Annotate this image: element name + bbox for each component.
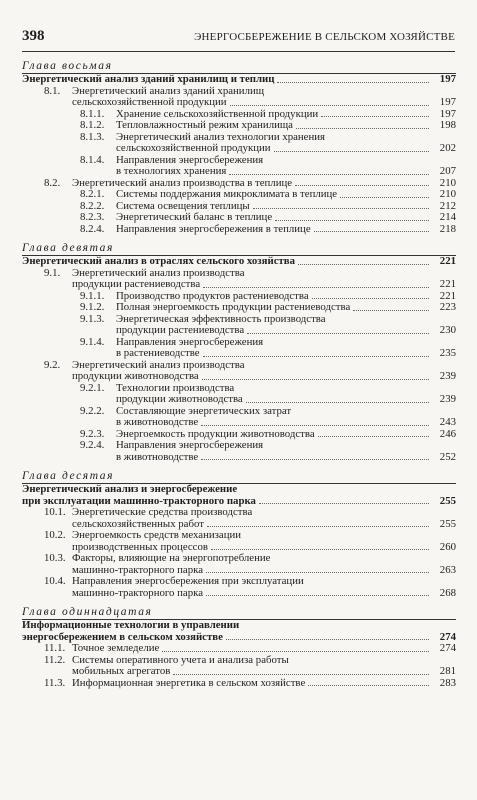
entry-number: 8.1.2. <box>80 119 105 131</box>
entry-number: 11.2. <box>44 653 66 666</box>
dot-leader <box>274 151 429 152</box>
entry-number: 8.2.1. <box>80 188 105 200</box>
entry-text: Информационные технологии в управлении <box>22 619 240 631</box>
chapter <box>22 242 456 463</box>
entry-text: 8.1.3. Энергетический анализ технологии хранения <box>80 130 325 143</box>
entry-text: 8.1.1. Хранение сельскохозяйственной продукции <box>80 107 319 120</box>
chapter <box>22 470 456 599</box>
entry-number: 10.1. <box>44 506 66 518</box>
dot-leader <box>340 197 429 198</box>
page-ref: 230 <box>439 324 456 336</box>
dot-leader <box>229 174 429 175</box>
entry-text: 8.1.4. Направления энергосбережения <box>80 153 264 166</box>
chapter-title: Глава девятая <box>22 242 456 256</box>
entry-text: Энергетический анализ и энергосбережение <box>22 483 238 495</box>
section-entry <box>22 507 456 530</box>
page-header <box>22 28 455 48</box>
entry-number: 9.1.3. <box>80 312 105 325</box>
entry-text: 9.2.3. Энергоемкость продукции животноводства <box>80 427 315 440</box>
entry-text: 9.2.4. Направления энергосбережения <box>80 439 264 451</box>
page-ref: 197 <box>439 73 456 85</box>
entry-text: 10.3. Факторы, влияющие на энергопотребление <box>44 552 271 564</box>
section-entry-line <box>44 678 456 690</box>
entry-number: 11.3. <box>44 676 66 689</box>
entry-text: продукции животноводства <box>116 393 243 405</box>
page-ref: 246 <box>439 427 456 440</box>
dot-leader <box>230 105 429 106</box>
entry-text: сельскохозяйственной продукции <box>72 96 227 108</box>
dot-leader <box>173 674 429 675</box>
page-ref: 202 <box>439 142 456 154</box>
entry-text: в технологиях хранения <box>116 165 227 177</box>
dot-leader <box>247 333 429 334</box>
page-ref: 221 <box>439 289 456 302</box>
entry-text: Энергетический анализ в отраслях сельского хозяйства <box>22 255 296 267</box>
subsection-entry <box>22 440 456 463</box>
entry-text: 11.2. Системы оперативного учета и анализа работы <box>44 653 289 666</box>
entry-number: 10.2. <box>44 529 66 541</box>
entry-number: 8.2.3. <box>80 211 105 223</box>
subsection-entry-line <box>80 224 456 236</box>
entry-number: 9.1.4. <box>80 335 105 348</box>
header-rule <box>22 51 455 52</box>
dot-leader <box>277 82 429 83</box>
entry-text: 9.1.3. Энергетическая эффективность производства <box>80 312 326 325</box>
entry-text: в животноводстве <box>116 416 199 428</box>
entry-text: машинно-тракторного парка <box>72 563 203 576</box>
entry-number: 9.1.2. <box>80 301 105 313</box>
entry-text: 8.1.2. Тепловлажностный режим хранилища <box>80 119 293 131</box>
subsection-entry <box>22 383 456 406</box>
dot-leader <box>211 549 429 550</box>
entry-text: мобильных агрегатов <box>72 665 171 677</box>
section-entry <box>22 553 456 576</box>
dot-leader <box>321 116 429 117</box>
page-ref: 210 <box>439 176 456 189</box>
page-ref: 239 <box>439 370 456 382</box>
page-ref: 274 <box>439 642 456 654</box>
page-ref: 198 <box>439 119 456 131</box>
entry-number: 8.2. <box>44 176 61 189</box>
dot-leader <box>259 503 429 504</box>
page-ref: 197 <box>439 107 456 120</box>
dot-leader <box>202 379 429 380</box>
dot-leader <box>308 685 429 686</box>
page-ref: 260 <box>439 540 456 553</box>
entry-text: при эксплуатации машинно-тракторного парка <box>22 494 256 507</box>
dot-leader <box>207 526 429 527</box>
entry-text: сельскохозяйственных работ <box>72 517 204 530</box>
page-ref: 268 <box>439 586 456 599</box>
dot-leader <box>203 287 429 288</box>
table-of-contents <box>22 60 456 689</box>
entry-text: продукции растениеводства <box>116 324 245 336</box>
entry-number: 10.3. <box>44 552 66 564</box>
entry-text: 8.2.3. Энергетический баланс в теплице <box>80 211 273 223</box>
section-entry <box>22 576 456 599</box>
entry-text: в растениеводстве <box>116 347 200 359</box>
subsection-entry <box>22 337 456 360</box>
page-ref: 274 <box>439 630 456 643</box>
subsection-entry <box>22 132 456 155</box>
entry-text: 9.2.2. Составляющие энергетических затрат <box>80 404 292 417</box>
entry-text: сельскохозяйственной продукции <box>116 142 271 154</box>
dot-leader <box>298 264 429 265</box>
entry-text: 9.2. Энергетический анализ производства <box>44 358 245 371</box>
page-ref: 214 <box>439 211 456 223</box>
dot-leader <box>275 220 429 221</box>
dot-leader <box>353 310 429 311</box>
chapter-title: Глава десятая <box>22 470 456 484</box>
dot-leader <box>201 425 429 426</box>
section-entry <box>22 360 456 383</box>
page-ref: 252 <box>439 450 456 463</box>
page-ref: 263 <box>439 563 456 576</box>
entry-text: 8.2. Энергетический анализ производства в теплице <box>44 176 293 189</box>
entry-number: 9.2.4. <box>80 439 105 451</box>
dot-leader <box>201 459 429 460</box>
dot-leader <box>318 436 429 437</box>
entry-number: 11.1. <box>44 642 66 654</box>
chapter-main-entry <box>22 620 456 643</box>
page-ref: 221 <box>439 278 456 290</box>
page-ref: 197 <box>439 96 456 108</box>
dot-leader <box>314 231 429 232</box>
section-entry <box>22 268 456 291</box>
entry-number: 8.1.3. <box>80 130 105 143</box>
entry-number: 9.1.1. <box>80 289 105 302</box>
entry-number: 8.1. <box>44 84 61 97</box>
entry-number: 8.2.2. <box>80 199 105 212</box>
entry-text: 9.1.2. Полная энергоемкость продукции растениеводства <box>80 301 351 313</box>
subsection-entry <box>22 406 456 429</box>
chapter-main-entry <box>22 484 456 507</box>
entry-number: 9.2. <box>44 358 61 371</box>
chapter <box>22 606 456 689</box>
entry-text: производственных процессов <box>72 540 208 553</box>
page-ref: 283 <box>439 676 456 689</box>
page-ref: 239 <box>439 393 456 405</box>
entry-text: 9.1. Энергетический анализ производства <box>44 266 245 279</box>
entry-text: 8.2.2. Система освещения теплицы <box>80 199 250 212</box>
entry-text: 9.1.4. Направления энергосбережения <box>80 335 264 348</box>
entry-text: 11.3. Информационная энергетика в сельском хозяйстве <box>44 676 306 689</box>
subsection-entry <box>22 155 456 178</box>
dot-leader <box>246 402 429 403</box>
entry-text: 9.2.1. Технологии производства <box>80 381 235 394</box>
section-entry <box>22 678 456 690</box>
entry-number: 10.4. <box>44 575 66 587</box>
entry-number: 9.1. <box>44 266 61 279</box>
section-entry <box>22 655 456 678</box>
chapter <box>22 60 456 235</box>
dot-leader <box>226 639 429 640</box>
dot-leader <box>295 185 429 186</box>
section-entry <box>22 86 456 109</box>
entry-text: 8.1. Энергетический анализ зданий хранилищ <box>44 84 265 97</box>
page-ref: 255 <box>439 494 456 507</box>
dot-leader <box>203 356 429 357</box>
section-entry <box>22 530 456 553</box>
entry-text: 11.1. Точное земледелие <box>44 642 160 654</box>
page-ref: 221 <box>439 255 456 267</box>
page-ref: 207 <box>439 165 456 177</box>
section-entry-line <box>44 371 456 383</box>
page-ref: 281 <box>439 665 456 677</box>
dot-leader <box>253 208 429 209</box>
dot-leader <box>312 298 429 299</box>
dot-leader <box>162 651 429 652</box>
page-ref: 255 <box>439 517 456 530</box>
entry-number: 8.1.4. <box>80 153 105 166</box>
subsection-entry-line <box>80 452 456 464</box>
dot-leader <box>296 128 429 129</box>
entry-text: продукции животноводства <box>72 370 199 382</box>
page-ref: 223 <box>439 301 456 313</box>
entry-text: 8.2.1. Системы поддержания микроклимата в теплице <box>80 188 338 200</box>
entry-text: 10.2. Энергоемкость средств механизации <box>44 529 242 541</box>
entry-text: энергосбережением в сельском хозяйстве <box>22 630 223 643</box>
entry-text: продукции растениеводства <box>72 278 201 290</box>
page-ref: 243 <box>439 416 456 428</box>
entry-number: 9.2.3. <box>80 427 105 440</box>
page-ref: 235 <box>439 347 456 359</box>
page-ref: 218 <box>439 222 456 235</box>
page-ref: 212 <box>439 199 456 212</box>
section-entry-line <box>44 588 456 600</box>
entry-text: 10.1. Энергетические средства производства <box>44 506 253 518</box>
entry-number: 9.2.2. <box>80 404 105 417</box>
running-head: ЭНЕРГОСБЕРЕЖЕНИЕ В СЕЛЬСКОМ ХОЗЯЙСТВЕ <box>194 31 455 43</box>
subsection-entry <box>22 224 456 236</box>
entry-text: машинно-тракторного парка <box>72 586 203 599</box>
dot-leader <box>206 595 429 596</box>
entry-text: Энергетический анализ зданий хранилищ и теплиц <box>22 73 275 85</box>
entry-number: 8.2.4. <box>80 222 105 235</box>
entry-number: 8.1.1. <box>80 107 105 120</box>
page-number: 398 <box>22 28 45 44</box>
entry-text: 9.1.1. Производство продуктов растениеводства <box>80 289 309 302</box>
dot-leader <box>206 572 429 573</box>
entry-text: в животноводстве <box>116 450 199 463</box>
chapter-title: Глава одиннадцатая <box>22 606 456 620</box>
page-ref: 210 <box>439 188 456 200</box>
subsection-entry <box>22 314 456 337</box>
entry-text: 10.4. Направления энергосбережения при эксплуатации <box>44 575 304 587</box>
entry-text: 8.2.4. Направления энергосбережения в теплице <box>80 222 311 235</box>
entry-number: 9.2.1. <box>80 381 105 394</box>
chapter-title: Глава восьмая <box>22 60 456 74</box>
